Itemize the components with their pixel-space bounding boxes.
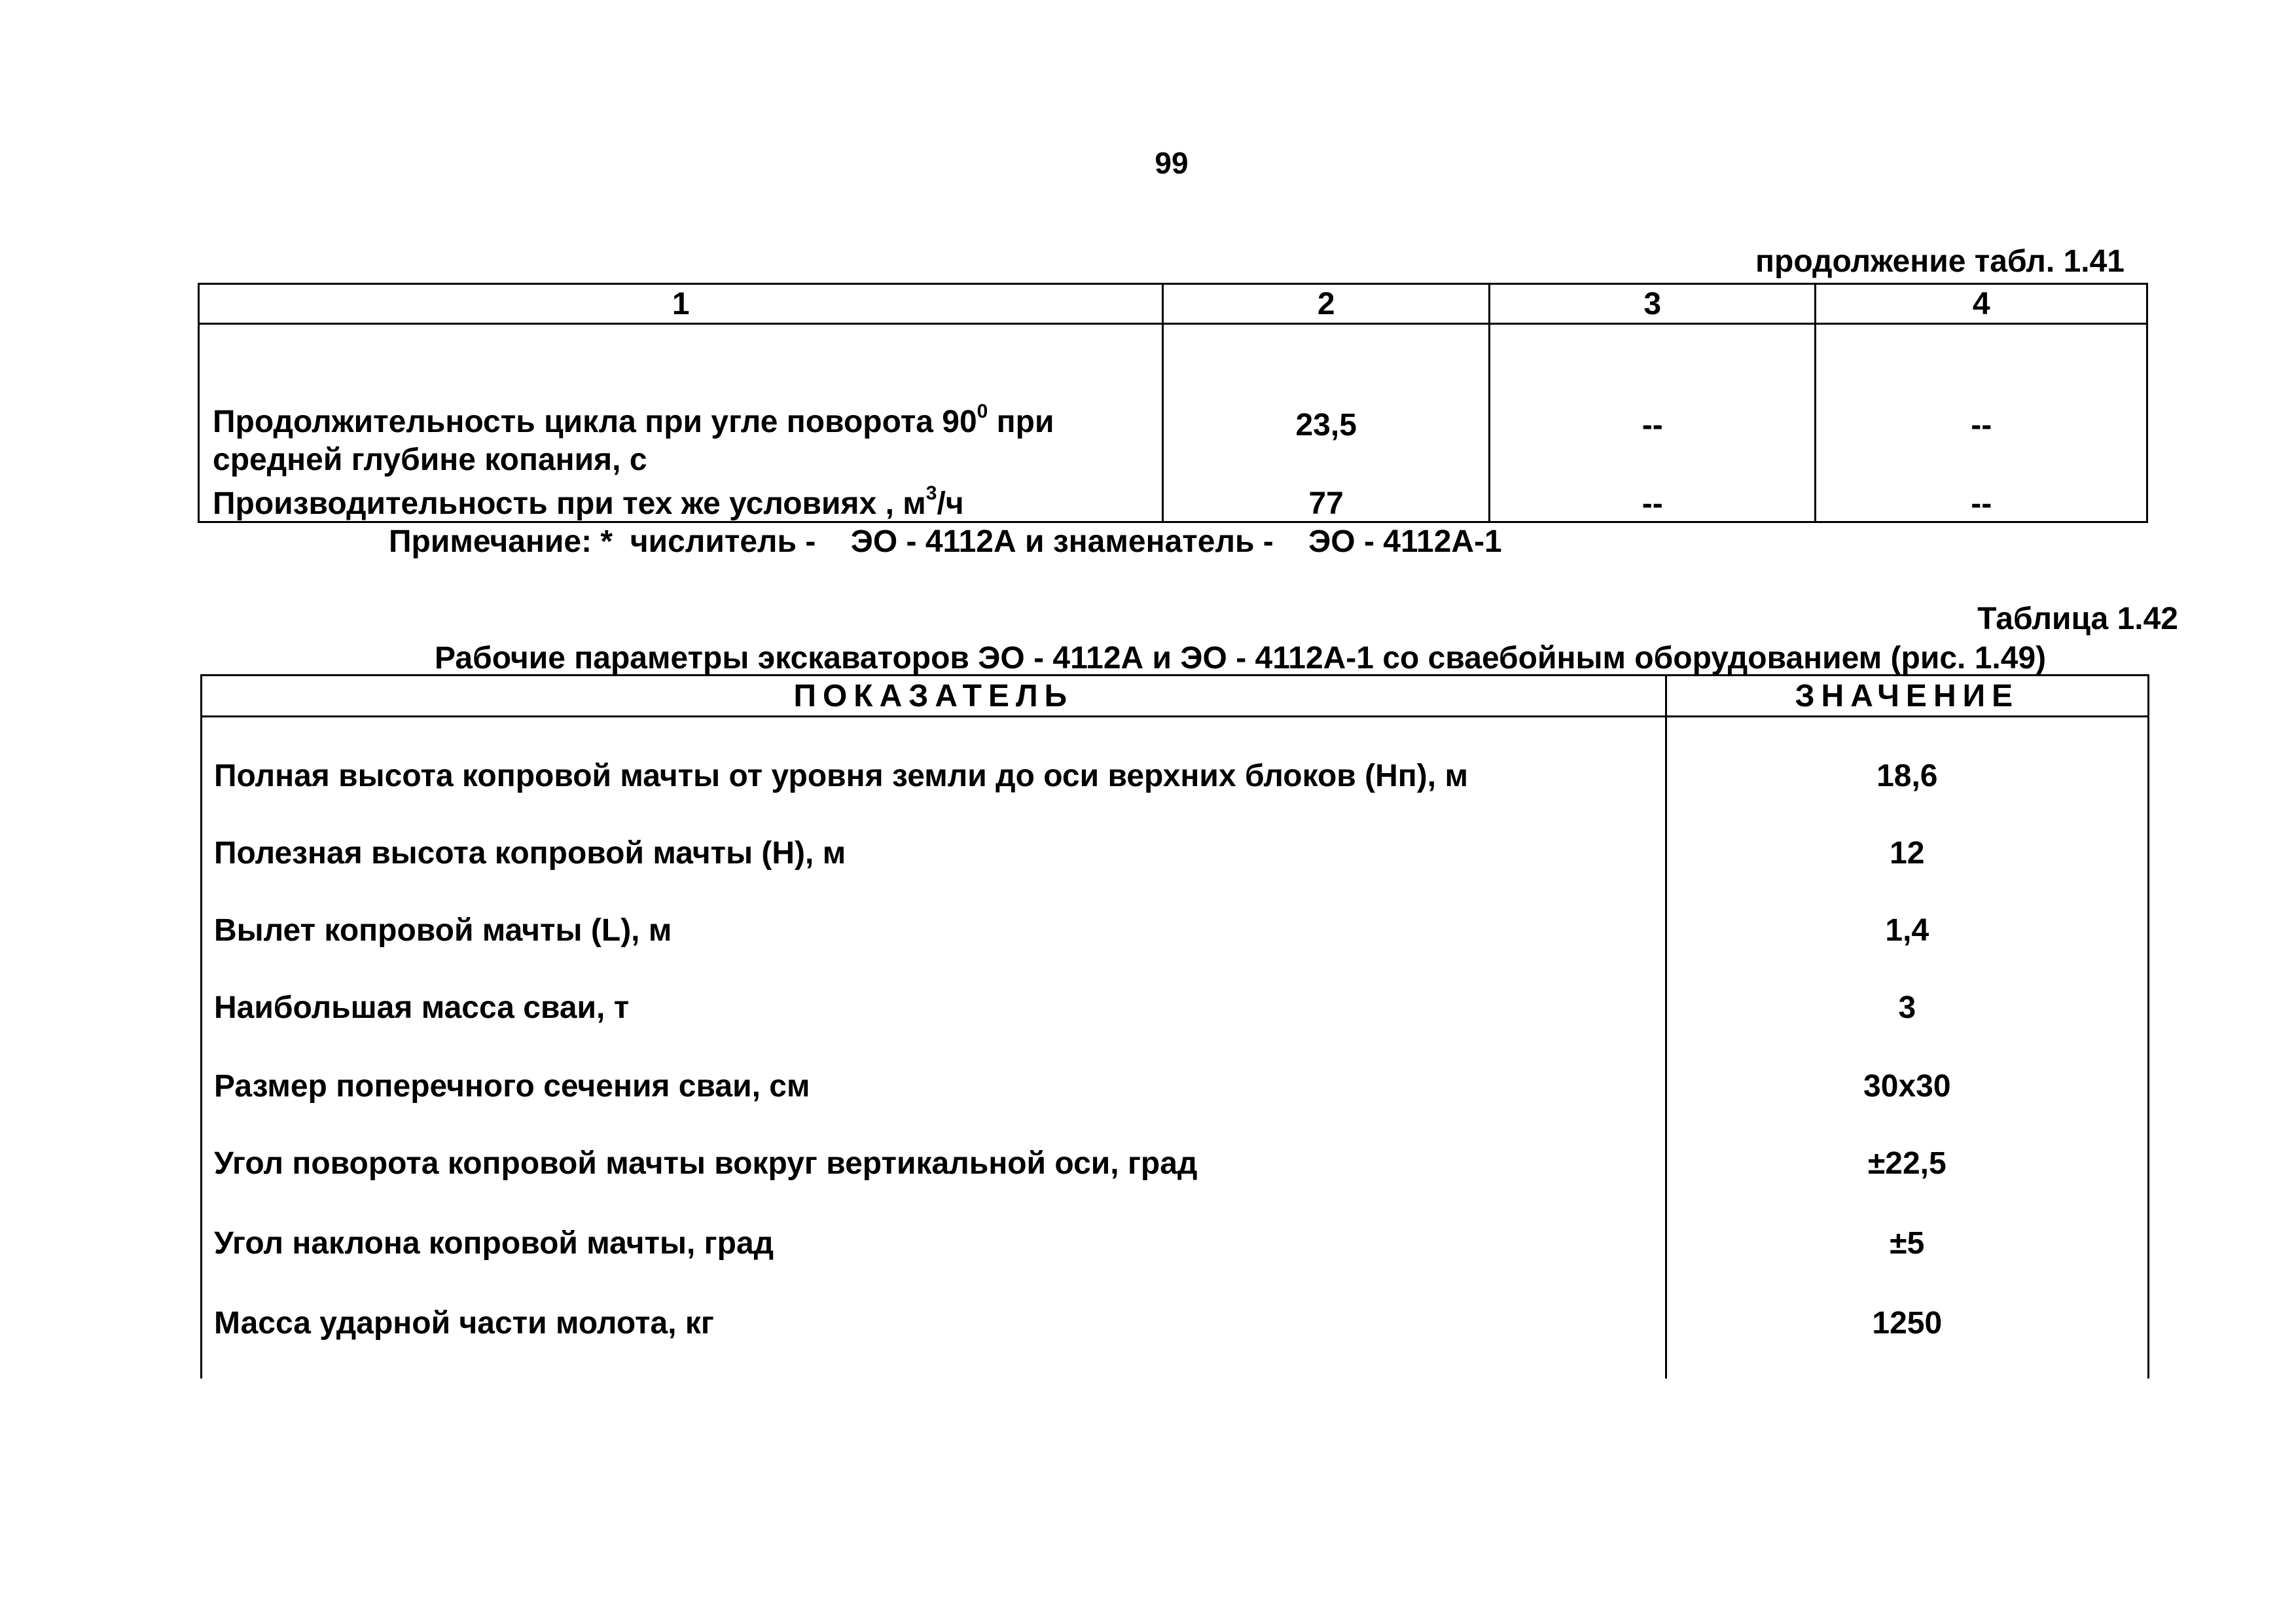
table-1-41: [198, 283, 2148, 523]
param-row-4: Наибольшая масса сваи, т: [214, 990, 630, 1025]
param-row-5: Размер поперечного сечения сваи, см: [214, 1069, 810, 1104]
param-row-7: Угол наклона копровой мачты, град: [214, 1226, 774, 1261]
value-productivity-col2: 77: [1308, 486, 1344, 521]
value-row-1: 18,6: [1876, 759, 1938, 793]
table-header-row: [202, 676, 2149, 717]
table-title: Рабочие параметры экскаваторов ЭО - 4112А и ЭО - 4112А-1 со сваебойным оборудованием (рис. 1.49): [435, 641, 2047, 676]
table-body: [202, 717, 2149, 1379]
value-row-8: 1250: [1872, 1306, 1943, 1341]
value-cell-col2: [1163, 324, 1490, 522]
page-number: 99: [1155, 146, 1189, 180]
table-1-42: [200, 674, 2149, 1379]
column-header-value: ЗНАЧЕНИЕ: [1666, 676, 2148, 717]
param-row-2: Полезная высота копровой мачты (Н), м: [214, 836, 846, 871]
value-productivity-col4: --: [1971, 486, 1992, 521]
column-header-2: 2: [1163, 284, 1490, 324]
value-productivity-col3: --: [1641, 486, 1663, 521]
table-header-row: [199, 284, 2147, 324]
value-cycle-col4: --: [1971, 408, 1992, 442]
column-header-indicator: ПОКАЗАТЕЛЬ: [202, 676, 1666, 717]
value-cell-col3: [1489, 324, 1816, 522]
value-cycle-col3: --: [1641, 408, 1663, 442]
value-row-3: 1,4: [1885, 913, 1929, 948]
column-header-4: 4: [1816, 284, 2147, 324]
continuation-caption: продолжение табл. 1.41: [1755, 244, 2125, 279]
value-cycle-col2: 23,5: [1295, 408, 1357, 442]
param-row-3: Вылет копровой мачты (L), м: [214, 913, 672, 948]
value-row-4: 3: [1898, 990, 1916, 1025]
column-header-3: 3: [1489, 284, 1816, 324]
table-note: Примечание: * числитель - ЭО - 4112А и знаменатель - ЭО - 4112А-1: [389, 524, 1502, 559]
param-row-1: Полная высота копровой мачты от уровня земли до оси верхних блоков (Нп), м: [214, 759, 1468, 793]
param-cell: [199, 324, 1163, 522]
param-row-8: Масса ударной части молота, кг: [214, 1306, 714, 1341]
value-row-6: ±22,5: [1867, 1146, 1946, 1181]
table-label: Таблица 1.42: [1977, 602, 2178, 636]
value-row-2: 12: [1890, 836, 1925, 871]
param-column: [202, 717, 1666, 1379]
param-productivity: Производительность при тех же условиях , $м^3/ч$: [213, 482, 964, 521]
table-body-row: [199, 324, 2147, 522]
param-cycle-duration: Продолжительность цикла при угле поворота $90^0$ при средней глубине копания, с: [213, 401, 1054, 477]
value-row-7: ±5: [1890, 1226, 1925, 1261]
value-row-5: 30х30: [1863, 1069, 1951, 1104]
param-row-6: Угол поворота копровой мачты вокруг вертикальной оси, град: [214, 1146, 1198, 1181]
column-header-1: 1: [199, 284, 1163, 324]
value-column: [1666, 717, 2148, 1379]
value-cell-col4: [1816, 324, 2147, 522]
